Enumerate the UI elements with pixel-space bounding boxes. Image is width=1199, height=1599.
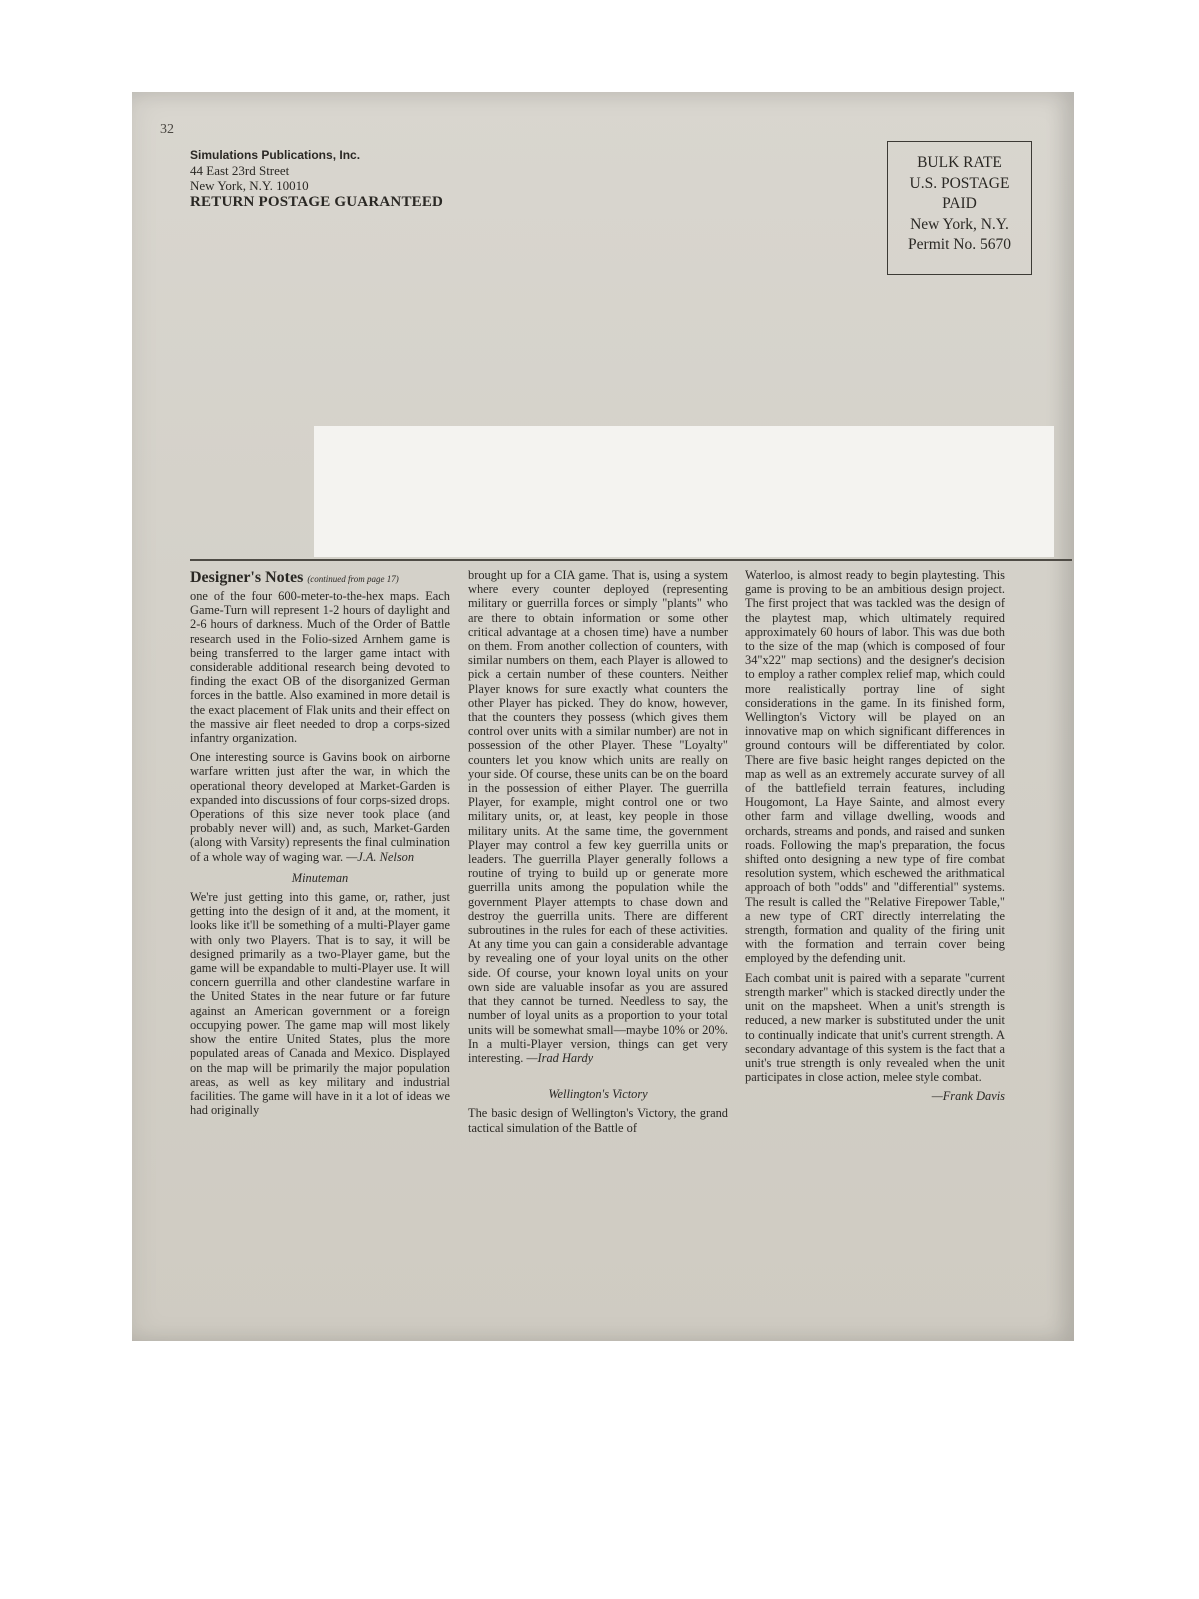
wellington-heading: Wellington's Victory [548, 1087, 648, 1102]
arnhem-signature: —J.A. Nelson [346, 849, 415, 864]
mailing-label-area [314, 426, 1054, 557]
postage-line-2: U.S. POSTAGE [909, 174, 1010, 192]
article-heading [190, 568, 450, 589]
wellington-signature: —Frank Davis [931, 1089, 1005, 1104]
city-address: New York, N.Y. 10010 [190, 178, 309, 193]
magazine-back-page [132, 92, 1074, 1341]
arnhem-paragraph-1: one of the four 600-meter-to-the-hex maps. Each Game-Turn will represent 1-2 hours of daylight and 2-6 hours of darkness. Much of the Order of Battle research used in the Folio-sized Arnhem game is being transferred to the larger game intact with considerable additional research being devoted to finding the exact OB of the disorganized German forces in the battle. Also examined in more detail is the exact placement of Flak units and their effect on the massive air fleet needed to drop a corps-sized infantry organization. [190, 589, 450, 746]
return-postage-notice: RETURN POSTAGE GUARANTEED [190, 194, 444, 210]
publisher-name: Simulations Publications, Inc. [190, 148, 361, 162]
minuteman-paragraph-1: We're just getting into this game, or, rather, just getting into the design of it and, at the moment, it looks like it'll be something of a multi-Player game with only two Players. That is to say, it will be designed primarily as a two-Player game, but the game will be expandable to multi-Player use. It will concern guerrilla and other clandestine warfare in the United States in the near future or far future against an American government or a foreign occupying power. The game map will most likely show the entire United States, plus the more populated areas of Canada and Mexico. Displayed on the map will be primarily the major population areas, as well as key military and industrial facilities. The game will have in it a lot of ideas we had originally [190, 890, 450, 1118]
arnhem-paragraph-2: One interesting source is Gavins book on airborne warfare written just after the war, in which the operational theory developed at Market-Garden is expanded into discussions of four corps-sized drops. Operations of this size never took place (and probably never will) and, as such, Market-Garden (along with Varsity) represents the final culmination of a whole way of waging war. —J.A. Nelson [190, 750, 450, 864]
postage-line-1: BULK RATE [917, 154, 1002, 171]
minuteman-heading: Minuteman [291, 870, 349, 885]
street-address: 44 East 23rd Street [190, 163, 290, 178]
postage-indicia-box [887, 141, 1032, 275]
wellington-paragraph-1: The basic design of Wellington's Victory, the grand tactical simulation of the Battle of [468, 1106, 728, 1135]
minuteman-paragraph-1-continued: brought up for a CIA game. That is, using a system where every counter deployed (representing military or guerrilla forces or simply "plants" who are there to obtain information or some other critical advantage at a chosen time) have a number on them. From another collection of counters, with similar numbers on them, each Player is allowed to pick a certain number of these counters. Neither Player knows for sure exactly what counters the other Player has picked. They do know, however, that the counters they possess (which gives them control over units with a similar number) are not in possession of the other Player. These "Loyalty" counters let you know which units are really on your side. Of course, these units can be on the board in the possession of either Player. The guerrilla Player, for example, might control one or two military units, or, at least, key people in those military units. At the same time, the government Player may control a few key guerrilla units or leaders. The guerrilla Player generally follows a routine of trying to build up or generate more guerrilla units among the population while the government Player attempts to chase down and destroy the guerrilla units. There are different subroutines in the rules for each of these activities. At any time you can gain a considerable advantage by revealing one of your loyal units on the other side. Of course, your known loyal units on your own side are valuable insofar as you are assured that they cannot be turned. Needless to say, the number of loyal units as a proportion to your total units will be somewhat small—maybe 10% or 20%. In a multi-Player version, things can get very interesting. —Irad Hardy [468, 568, 728, 1065]
continued-note: (continued from page 17) [307, 574, 399, 584]
page-number: 32 [160, 122, 174, 137]
postage-line-5: Permit No. 5670 [908, 236, 1011, 253]
article-column-3 [745, 568, 1005, 1104]
wellington-paragraph-1-continued: Waterloo, is almost ready to begin playtesting. This game is proving to be an ambitious design project. The first project that was tackled was the design of the playtest map, which ultimately required approximately 60 hours of labor. This was due both to the size of the map (which is composed of four 34"x22" map sections) and the designer's decision to employ a rather complex relief map, which could more realistically portray line of sight considerations in the game. In its finished form, Wellington's Victory will be played on an innovative map on which significant differences in ground contours will be differentiated by color. There are five basic height ranges depicted on the map as well as an extremely accurate survey of all of the battlefield terrain features, including Hougomont, La Haye Sainte, and almost every other farm and village dwelling, woods and orchards, streams and ponds, and raised and sunken roads. Following the map's preparation, the focus shifted onto designing a new type of fire combat resolution system, which eschewed the arithmatical approach of both "odds" and "differential" systems. The result is called the "Relative Firepower Table," a new type of CRT directly interrelating the strength, formation and quality of the firing unit with the formation and terrain cover being employed by the defending unit. [745, 568, 1005, 966]
article-title: Designer's Notes [190, 569, 304, 586]
return-address [190, 148, 443, 210]
divider-rule [190, 559, 1072, 561]
minuteman-signature: —Irad Hardy [526, 1050, 594, 1065]
postage-line-3: PAID [942, 195, 977, 212]
article-column-1 [190, 568, 450, 1122]
wellington-paragraph-2: Each combat unit is paired with a separate "current strength marker" which is stacked directly under the unit on the mapsheet. When a unit's strength is reduced, a new marker is substituted under the unit to continually indicate that unit's current strength. A secondary advantage of this system is the fact that a unit's true strength is only revealed when the unit participates in close action, melee style combat. [745, 970, 1005, 1085]
article-column-2 [468, 568, 728, 1140]
postage-line-4: New York, N.Y. [910, 215, 1009, 233]
